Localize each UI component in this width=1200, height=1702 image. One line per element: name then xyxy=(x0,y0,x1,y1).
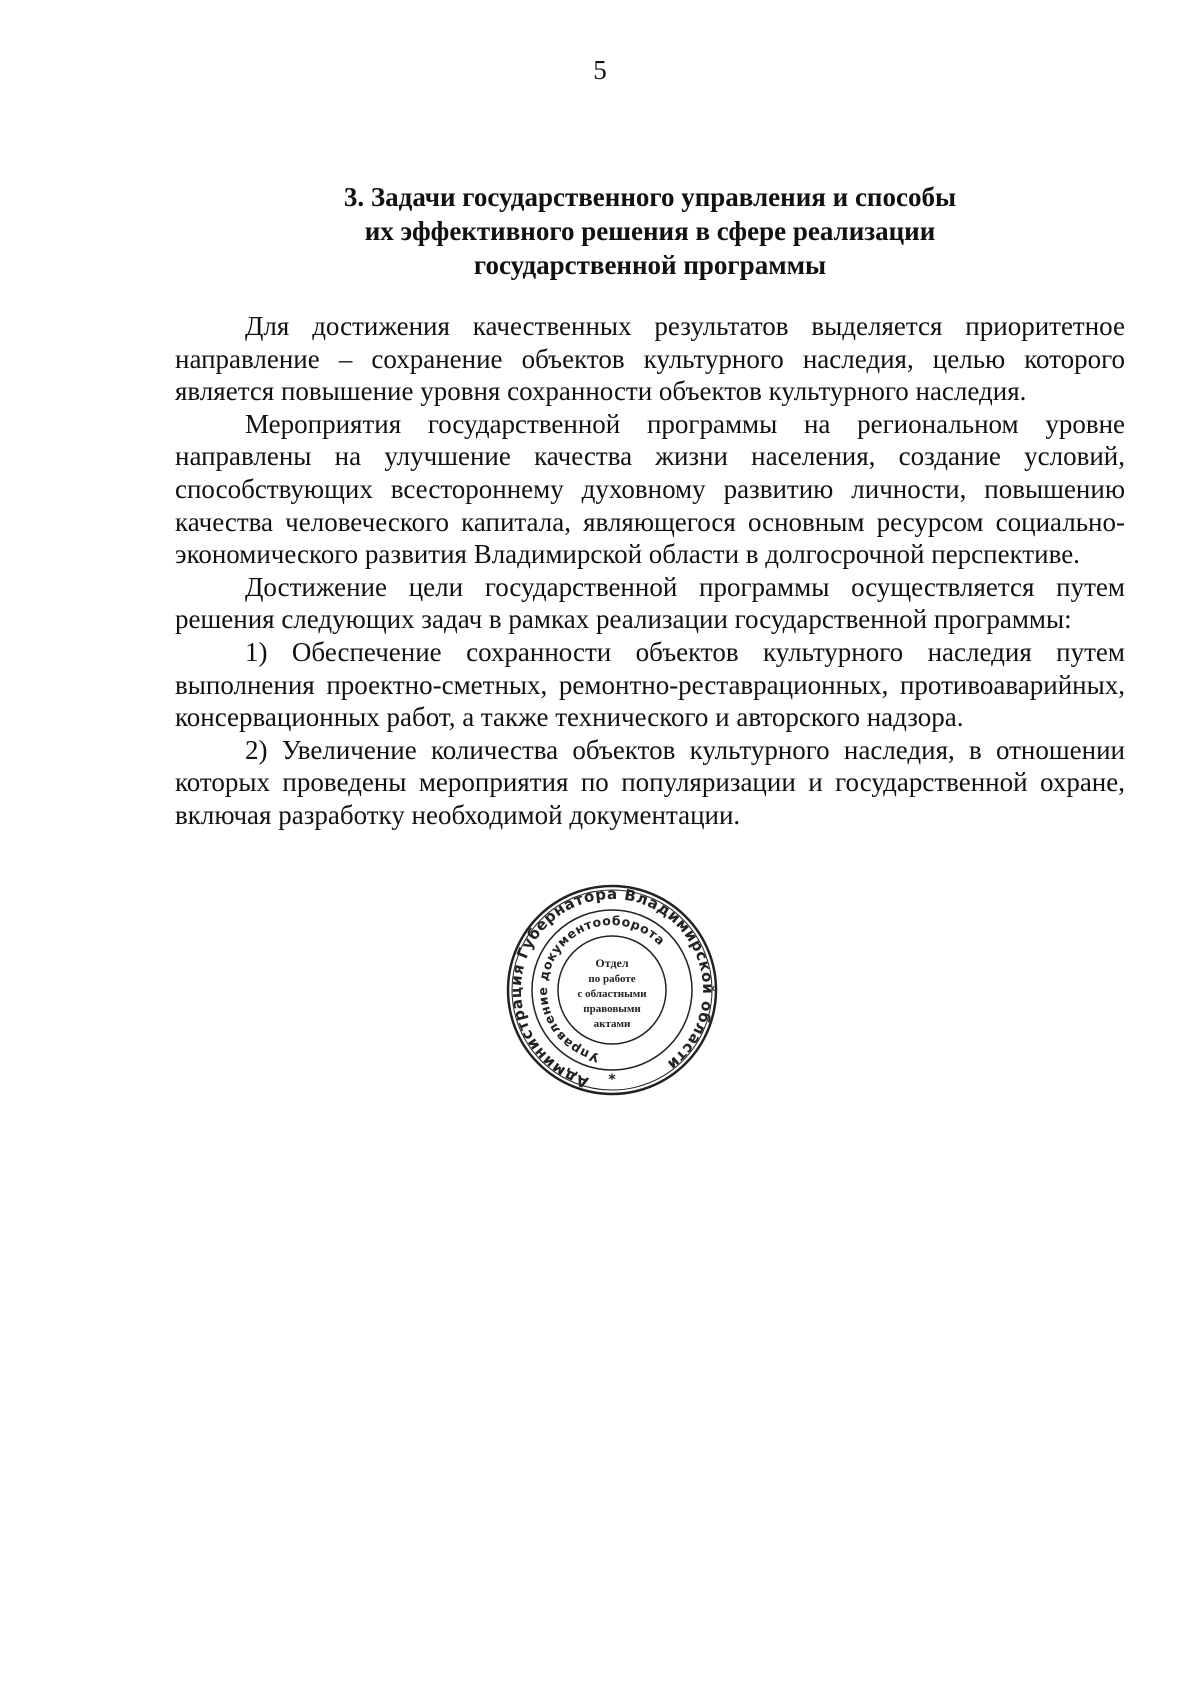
official-stamp-seal xyxy=(505,883,719,1097)
paragraph-priority-direction: Для достижения качественных результатов выделяется приоритетное направление – сохранение объектов культурного наследия, целью которого является повышение уровня сохранности объектов культурного наследия. xyxy=(175,311,1125,407)
paragraph-task-1: 1) Обеспечение сохранности объектов культурного наследия путем выполнения проектно-сметных, ремонтно-реставрационных, противоаварийных, консервационных работ, а также технического и авторского надзора. xyxy=(175,636,1125,733)
stamp-center-line: Отдел xyxy=(595,956,629,970)
paragraph-task-2: 2) Увеличение количества объектов культурного наследия, в отношении которых проведены мероприятия по популяризации и государственной охране, включая разработку необходимой документации. xyxy=(175,734,1125,830)
stamp-center-line: по работе xyxy=(588,973,636,985)
paragraph-program-goal: Достижение цели государственной программы осуществляется путем решения следующих задач в рамках реализации государственной программы: xyxy=(175,571,1125,635)
body-text xyxy=(175,310,1125,832)
stamp-inner-text: Управление документооборота xyxy=(534,912,669,1066)
stamp-outer-text: Администрация Губернатора Владимирской области xyxy=(506,884,718,1092)
stamp-center-line: правовыми xyxy=(583,1003,641,1015)
paragraph-program-activities: Мероприятия государственной программы на региональном уровне направлены на улучшение качества жизни населения, создание условий, способствующих всестороннему духовному развитию личности, повышению качества человеческого капитала, являющегося основным ресурсом социально-экономического развития Владимирской области в долгосрочной перспективе. xyxy=(175,408,1125,570)
section-heading-line: их эффективного решения в сфере реализации xyxy=(364,216,936,246)
stamp-center-line: актами xyxy=(593,1018,631,1030)
page-number: 5 xyxy=(593,55,607,85)
section-heading-line: 3. Задачи государственного управления и способы xyxy=(343,182,957,212)
section-heading xyxy=(175,180,1125,282)
section-heading-line: государственной программы xyxy=(473,250,827,280)
stamp-star: * xyxy=(608,1072,616,1088)
stamp-center-line: с областными xyxy=(577,988,647,1000)
